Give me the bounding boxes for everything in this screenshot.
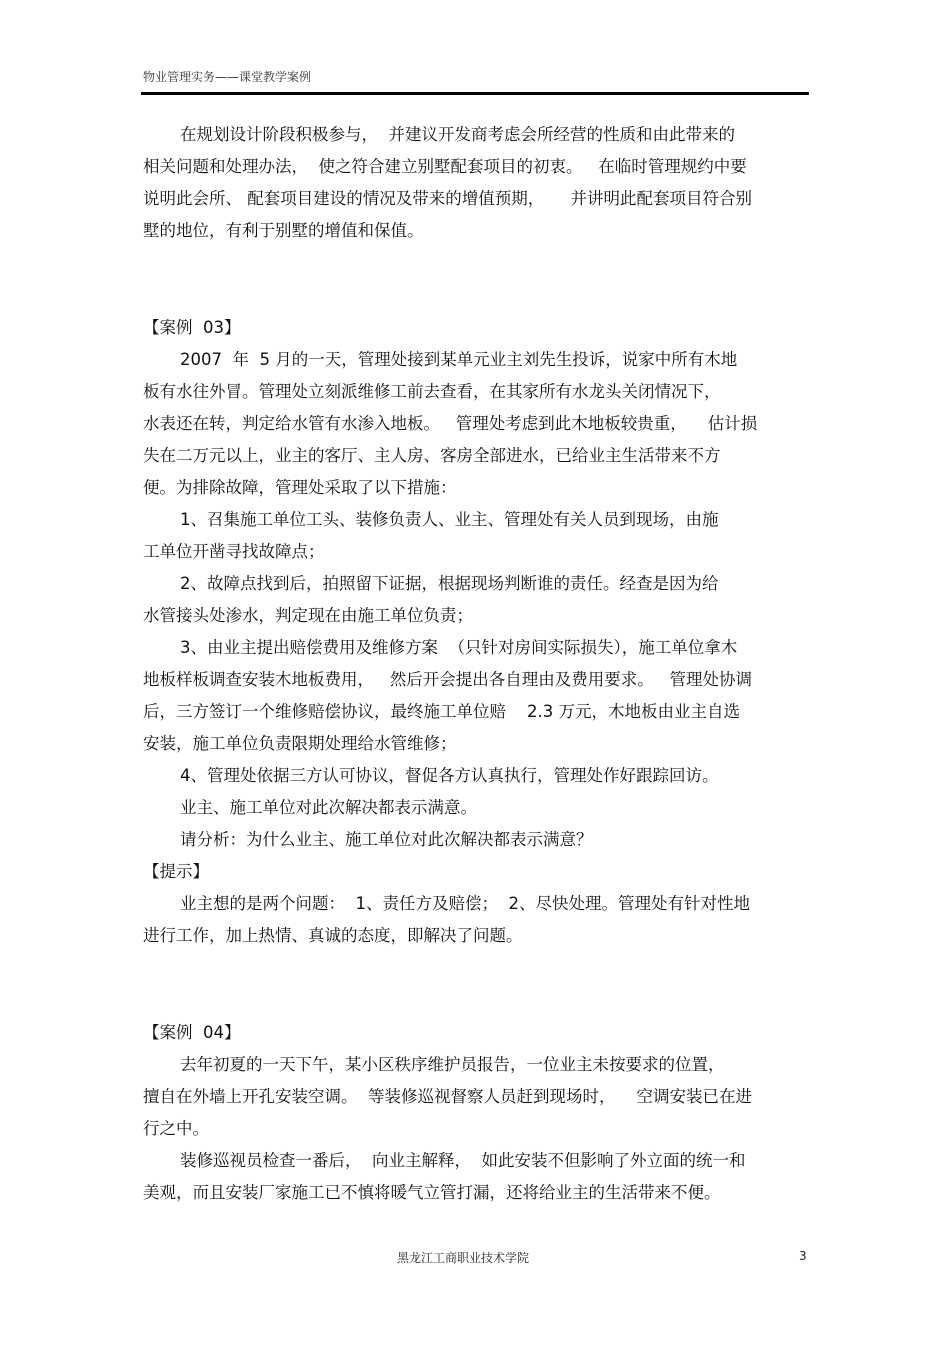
body-line: 去年初夏的一天下午，某小区秩序维护员报告，一位业主未按要求的位置， [180,1055,725,1074]
body-line: 地板样板调查安装木地板费用， 然后开会提出各自理由及费用要求。 管理处协调 [143,670,752,689]
body-line: 板有水往外冒。管理处立刻派维修工前去查看，在其家所有水龙头关闭情况下， [143,382,721,401]
body-line: 水表还在转，判定给水管有水渗入地板。 管理处考虑到此木地板较贵重， 估计损 [143,414,758,433]
case-heading: 【案例 04】 [143,1023,241,1042]
body-line: 相关问题和处理办法， 使之符合建立别墅配套项目的初衷。 在临时管理规约中要 [143,157,747,176]
body-line: 4、管理处依据三方认可协议，督促各方认真执行，管理处作好跟踪回访。 [180,766,719,785]
footer-school: 黑龙江工商职业技术学院 [397,1251,530,1265]
body-line: 失在二万元以上，业主的客厅、主人房、客房全部进水，已给业主生活带来不方 [143,446,721,465]
body-line: 美观，而且安装厂家施工已不慎将暖气立管打漏，还将给业主的生活带来不便。 [143,1183,721,1202]
body-line: 1、召集施工单位工头、装修负责人、业主、管理处有关人员到现场，由施 [180,510,719,529]
body-line: 业主想的是两个问题： 1、责任方及赔偿； 2、尽快处理。管理处有针对性地 [180,894,750,913]
page-number: 3 [799,1249,807,1263]
body-line: 2007 年 5 月的一天，管理处接到某单元业主刘先生投诉，说家中所有木地 [180,350,738,369]
body-line: 3、由业主提出赔偿费用及维修方案 （只针对房间实际损失），施工单位拿木 [180,638,738,657]
case-heading: 【案例 03】 [143,318,241,337]
body-line: 2、故障点找到后，拍照留下证据，根据现场判断谁的责任。经查是因为给 [180,574,719,593]
body-line: 装修巡视员检查一番后， 向业主解释， 如此安装不但影响了外立面的统一和 [180,1151,746,1170]
body-line: 业主、施工单位对此次解决都表示满意。 [180,798,477,817]
body-line: 擅自在外墙上开孔安装空调。 等装修巡视督察人员赶到现场时， 空调安装已在进 [143,1087,752,1106]
body-line: 在规划设计阶段积极参与， 并建议开发商考虑会所经营的性质和由此带来的 [180,125,735,144]
body-line: 行之中。 [143,1119,209,1138]
body-line: 工单位开凿寻找故障点； [143,542,325,561]
body-line: 进行工作，加上热情、真诚的态度，即解决了问题。 [143,926,523,945]
body-line: 便。为排除故障，管理处采取了以下措施： [143,478,457,497]
hint-heading: 【提示】 [143,862,209,881]
body-line: 说明此会所、 配套项目建设的情况及带来的增值预期， 并讲明此配套项目符合别 [143,189,752,208]
body-line: 请分析：为什么业主、施工单位对此次解决都表示满意？ [180,830,593,849]
body-line: 墅的地位，有利于别墅的增值和保值。 [143,221,424,240]
body-line: 后，三方签订一个维修赔偿协议，最终施工单位赔 2.3 万元，木地板由业主自选 [143,702,740,721]
body-line: 水管接头处渗水，判定现在由施工单位负责； [143,606,473,625]
page-header: 物业管理实务——课堂教学案例 [143,70,312,84]
body-line: 安装，施工单位负责限期处理给水管维修； [143,734,457,753]
header-rule [141,92,809,95]
